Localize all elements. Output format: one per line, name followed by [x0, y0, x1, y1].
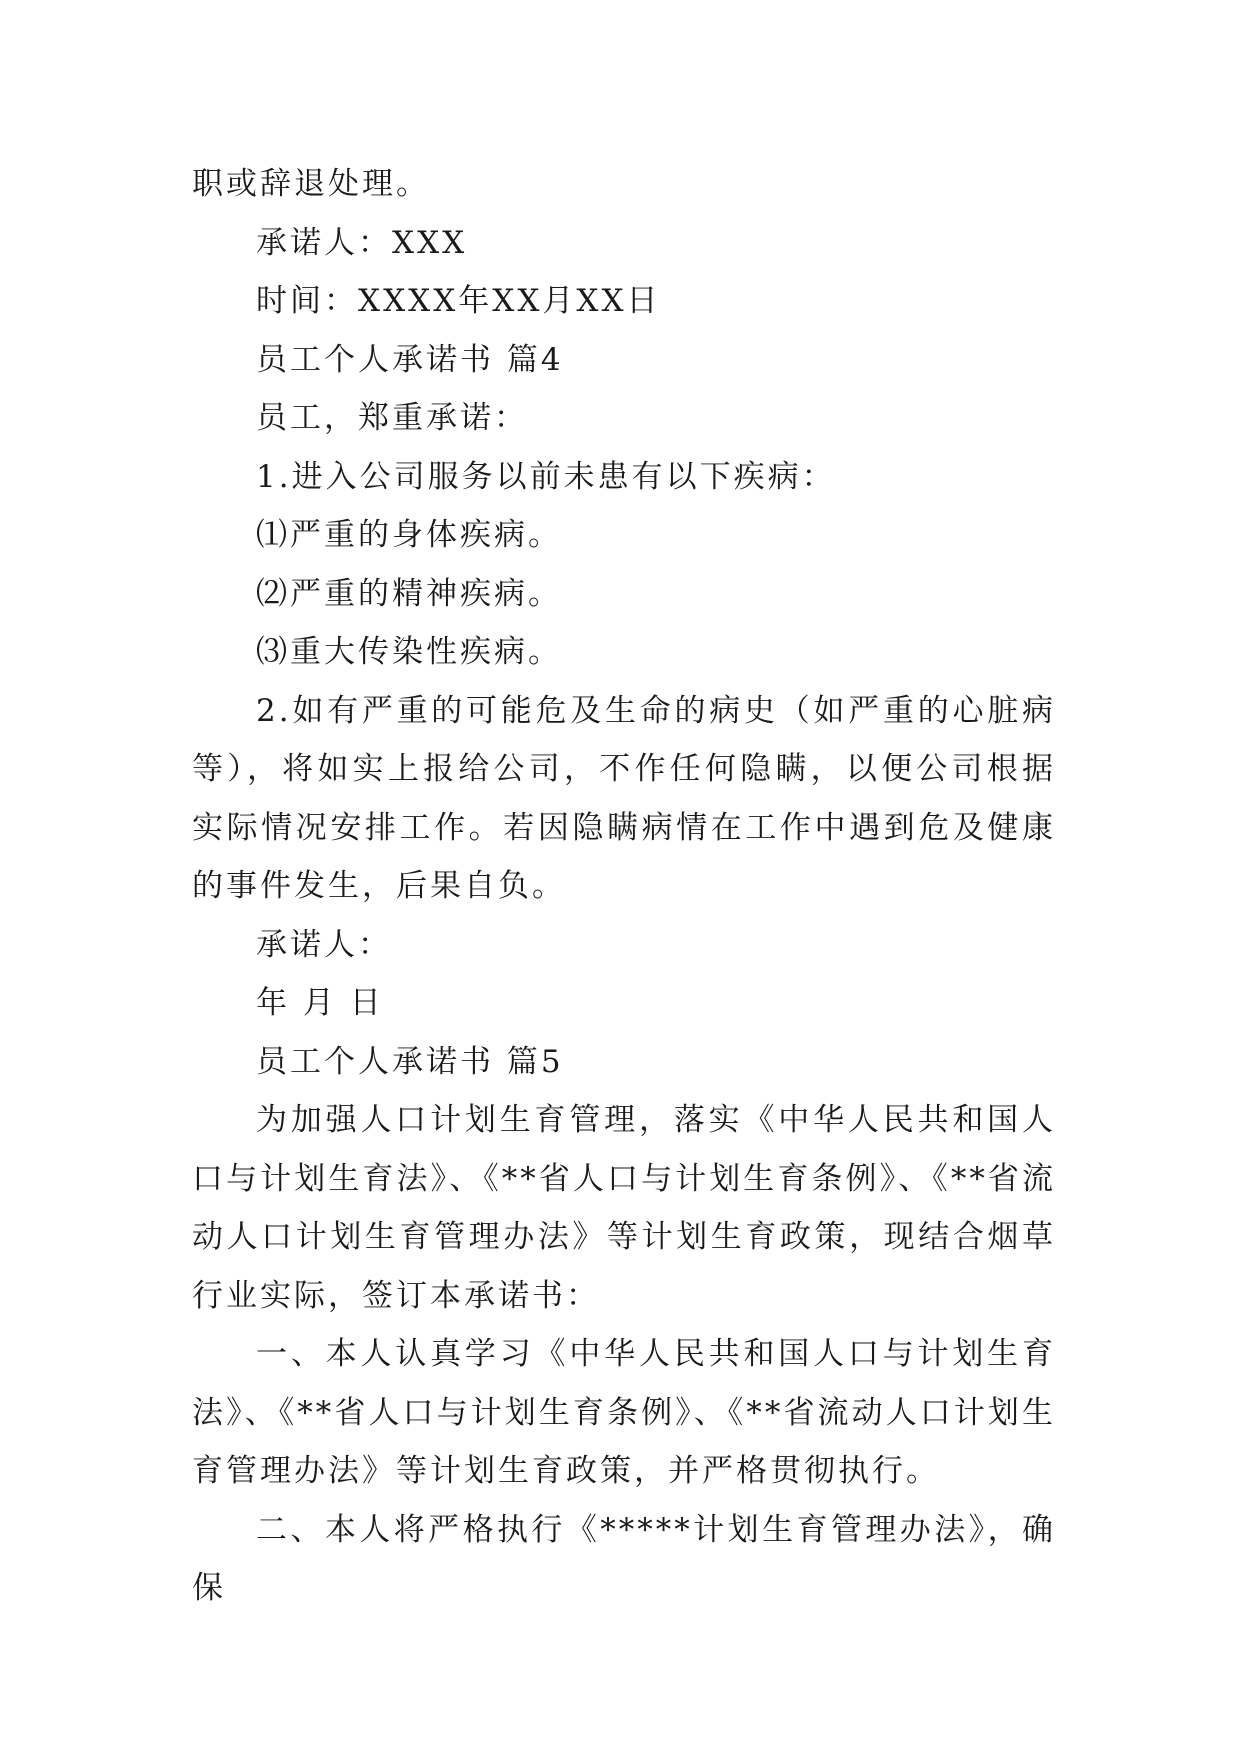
paragraph: 一、本人认真学习《中华人民共和国人口与计划生育法》、《**省人口与计划生育条例》、《**省流动人口计划生育管理办法》等计划生育政策，并严格贯彻执行。 — [192, 1336, 1056, 1489]
signer-line: 承诺人： — [256, 926, 392, 963]
date-line: 年 月 日 — [256, 985, 384, 1021]
paragraph: 为加强人口计划生育管理，落实《中华人民共和国人口与计划生育法》、《**省人口与计划生育条例》、《**省流动人口计划生育管理办法》等计划生育政策，现结合烟草行业实际，签订本承诺书： — [192, 1102, 1056, 1314]
list-item: ⑶重大传染性疾病。 — [256, 634, 562, 670]
document-body — [192, 155, 1056, 1618]
paragraph: 员工，郑重承诺： — [256, 400, 528, 436]
list-item: ⑴严重的身体疾病。 — [256, 517, 562, 553]
paragraph: 2.如有严重的可能危及生命的病史（如严重的心脏病等），将如实上报给公司，不作任何隐瞒，以便公司根据实际情况安排工作。若因隐瞒病情在工作中遇到危及健康的事件发生，后果自负。 — [192, 692, 1056, 904]
signer-line: 承诺人：XXX — [256, 224, 468, 261]
paragraph: 职或辞退处理。 — [192, 166, 430, 202]
list-item: 1.进入公司服务以前未患有以下疾病： — [256, 458, 836, 495]
paragraph: 二、本人将严格执行《*****计划生育管理办法》，确保 — [192, 1511, 1056, 1606]
section-heading: 员工个人承诺书 篇5 — [256, 1043, 564, 1080]
section-heading: 员工个人承诺书 篇4 — [256, 341, 564, 378]
list-item: ⑵严重的精神疾病。 — [256, 575, 562, 612]
date-line: 时间：XXXX年XX月XX日 — [256, 283, 661, 319]
